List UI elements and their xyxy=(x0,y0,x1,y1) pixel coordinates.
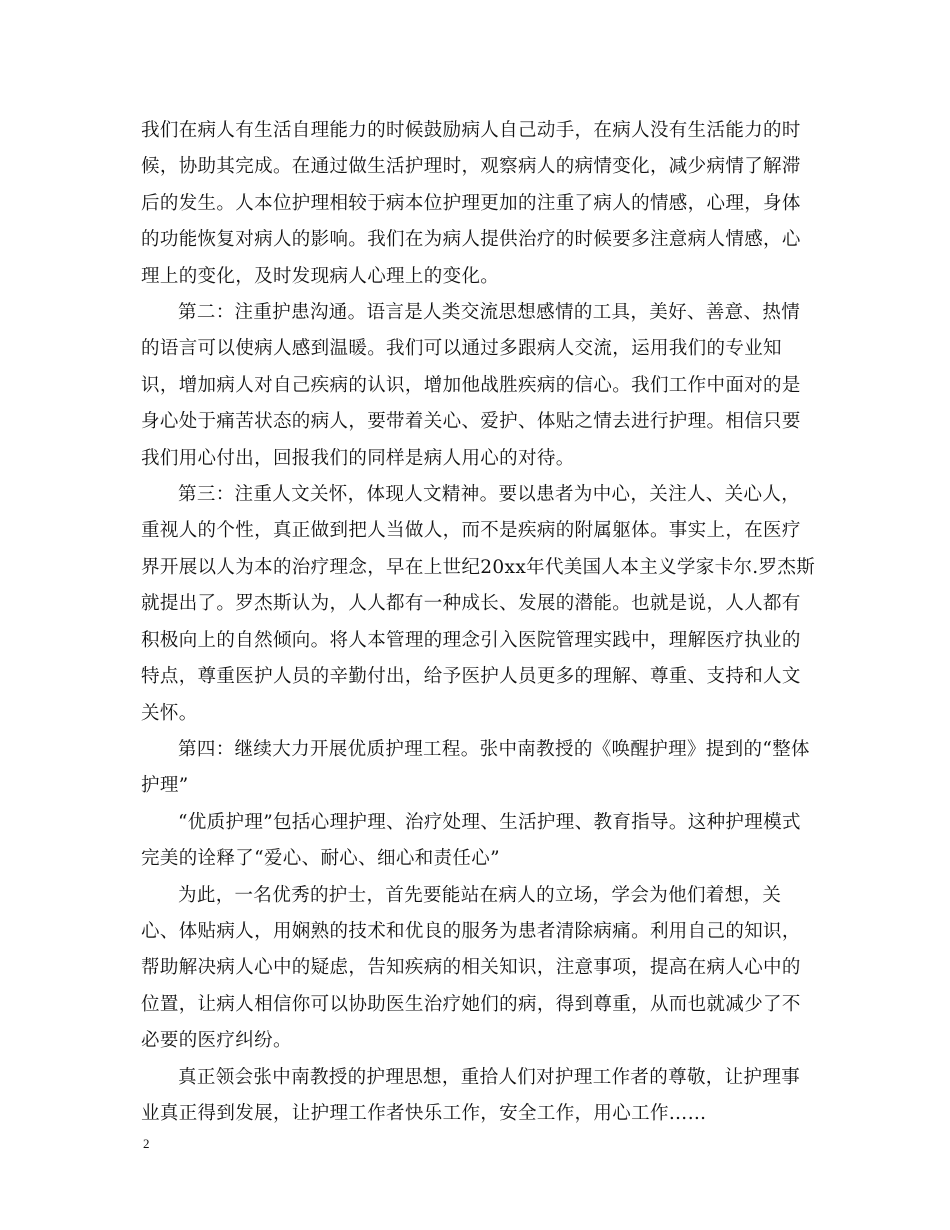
paragraph-second-point: 第二：注重护患沟通。语言是人类交流思想感情的工具，美好、善意、热情的语言可以使病人感到温暖。我们可以通过多跟病人交流，运用我们的专业知识，增加病人对自己疾病的认识，增加他战胜疾病的信心。我们工作中面对的是身心处于痛苦状态的病人，要带着关心、爱护、体贴之情去进行护理。相信只要我们用心付出，回报我们的同样是病人用心的对待。 xyxy=(141,302,801,469)
page-number: 2 xyxy=(143,1136,150,1151)
paragraph-conclusion: 真正领会张中南教授的护理思想，重拾人们对护理工作者的尊敬，让护理事业真正得到发展，让护理工作者快乐工作，安全工作，用心工作…… xyxy=(141,1066,801,1124)
paragraph-excellent-nurse: 为此，一名优秀的护士，首先要能站在病人的立场，学会为他们着想，关心、体贴病人，用娴熟的技术和优良的服务为患者清除病痛。利用自己的知识，帮助解决病人心中的疑虑，告知疾病的相关知识，注意事项，提高在病人心中的位置，让病人相信你可以协助医生治疗她们的病，得到尊重，从而也就减少了不必要的医疗纠纷。 xyxy=(141,884,801,1052)
document-body xyxy=(141,113,816,1132)
paragraph-continuation: 我们在病人有生活自理能力的时候鼓励病人自己动手，在病人没有生活能力的时候，协助其完成。在通过做生活护理时，观察病人的病情变化，减少病情了解滞后的发生。人本位护理相较于病本位护理更加的注重了病人的情感，心理，身体的功能恢复对病人的影响。我们在为病人提供治疗的时候要多注意病人情感，心理上的变化，及时发现病人心理上的变化。 xyxy=(141,120,801,287)
paragraph-fourth-point: 第四：继续大力开展优质护理工程。张中南教授的《唤醒护理》提到的“整体护理” xyxy=(141,738,810,797)
paragraph-third-point: 第三：注重人文关怀，体现人文精神。要以患者为中心，关注人、关心人，重视人的个性，真正做到把人当做人，而不是疾病的附属躯体。事实上，在医疗界开展以人为本的治疗理念，早在上世纪20xx年代美国人本主义学家卡尔.罗杰斯就提出了。罗杰斯认为，人人都有一种成长、发展的潜能。也就是说，人人都有积极向上的自然倾向。将人本管理的理念引入医院管理实践中，理解医疗执业的特点，尊重医护人员的辛勤付出，给予医护人员更多的理解、尊重、支持和人文关怀。 xyxy=(141,484,816,724)
paragraph-quality-nursing: “优质护理”包括心理护理、治疗处理、生活护理、教育指导。这种护理模式完美的诠释了“爱心、耐心、细心和责任心” xyxy=(141,811,801,870)
